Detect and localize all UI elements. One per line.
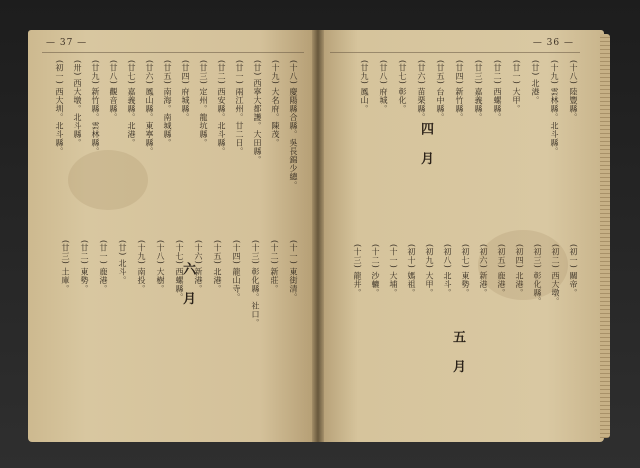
text-column: (十九) 南投。 — [137, 240, 146, 293]
right-upper-text-block — [318, 60, 604, 235]
text-column: (初四) 北港。 — [515, 244, 524, 297]
text-column: (廿八) 觀音縣。 — [109, 60, 118, 122]
text-column: (十二) 新莊。 — [270, 240, 279, 293]
text-column: (廿一) 鹿港。 — [99, 240, 108, 293]
text-column: (初六) 新港。 — [479, 244, 488, 297]
text-column: (十七) 西螺縣。 — [175, 240, 184, 302]
text-column: (初五) 鹿港。 — [497, 244, 506, 297]
text-column: (廿四) 府城縣。 — [181, 60, 190, 122]
text-column: (十一) 大埔。 — [389, 244, 398, 297]
text-column: (初十) 媽祖。 — [407, 244, 416, 297]
text-column: (初九) 大甲。 — [425, 244, 434, 297]
text-column: (廿四) 新竹縣。 — [455, 60, 464, 122]
text-column: (十九) 大名府。陳茂。 — [271, 60, 280, 147]
left-page-number: — 37 — — [46, 38, 88, 48]
right-month-heading-upper: 四 月 — [418, 122, 433, 171]
left-header-rule — [42, 52, 304, 53]
text-column: (十八) 慶陽縣合縣。吳長錦少總。 — [289, 60, 298, 190]
right-page — [318, 30, 604, 442]
right-header-rule — [330, 52, 580, 53]
left-page — [28, 30, 318, 442]
text-column: (廿一) 大甲。 — [512, 60, 521, 113]
text-column: (初一) 西大圳。北斗縣。 — [55, 60, 64, 156]
text-column: (廿五) 台中縣。 — [436, 60, 445, 122]
right-month-heading-lower: 五 月 — [450, 330, 465, 379]
text-column: (初一) 關帝。 — [569, 244, 578, 297]
paper-stain — [478, 230, 568, 300]
text-column: (廿三) 土庫。 — [61, 240, 70, 293]
left-month-heading: 六 月 — [180, 262, 195, 311]
text-column: (廿二) 東勢。 — [80, 240, 89, 293]
text-column: (廿八) 府城。 — [379, 60, 388, 113]
right-page-number: — 36 — — [532, 38, 574, 48]
text-column: (廿) 北斗。 — [118, 240, 127, 285]
text-column: (廿五) 南海。南城縣。 — [163, 60, 172, 147]
page-edges — [600, 34, 610, 438]
text-column: (十五) 北港。 — [213, 240, 222, 293]
open-book — [28, 24, 610, 446]
text-column: (廿三) 嘉義縣。 — [474, 60, 483, 122]
text-column: (廿二) 西螺縣。 — [493, 60, 502, 122]
text-column: (十四) 龍山寺。 — [232, 240, 241, 302]
text-column: (廿) 北港。 — [531, 60, 540, 105]
text-column: (廿二) 西安縣。北斗縣。 — [217, 60, 226, 156]
book-spine — [312, 30, 324, 442]
text-column: (十八) 陸豐縣。 — [569, 60, 578, 122]
text-column: (初三) 彰化縣。 — [533, 244, 542, 306]
text-column: (十二) 沙轆。 — [371, 244, 380, 297]
text-column: (廿三) 定州。龍坑縣。 — [199, 60, 208, 147]
text-column: (十一) 東街清。 — [289, 240, 298, 302]
text-column: (廿九) 新竹縣。雲林縣。 — [91, 60, 100, 156]
text-column: (初七) 東勢。 — [461, 244, 470, 297]
text-column: (十三) 龍井。 — [353, 244, 362, 297]
left-upper-text-block — [28, 60, 318, 230]
text-column: (廿七) 嘉義縣。北港。 — [127, 60, 136, 147]
text-column: (廿) 西寧大都護。大田縣。 — [253, 60, 262, 164]
text-column: (廿六) 苗栗縣。 — [417, 60, 426, 122]
text-column: (十九) 雲林縣。北斗縣。 — [550, 60, 559, 156]
text-column: (初八) 北斗。 — [443, 244, 452, 297]
text-column: (十八) 大樹。 — [156, 240, 165, 293]
text-column: (廿九) 鳳山。 — [360, 60, 369, 113]
text-column: (初二) 西大墩。 — [551, 244, 560, 306]
text-column: (廿六) 鳳山縣。東寧縣。 — [145, 60, 154, 156]
text-column: (廿七) 彰化。 — [398, 60, 407, 113]
text-column: (廿一) 兩江州。廿二日。 — [235, 60, 244, 156]
paper-stain — [68, 150, 148, 210]
text-column: (十六) 新港。 — [194, 240, 203, 293]
text-column: (卅) 西大墩。北斗縣。 — [73, 60, 82, 147]
left-lower-text-block — [28, 240, 318, 430]
text-column: (十三) 彰化縣。社口。 — [251, 240, 260, 327]
